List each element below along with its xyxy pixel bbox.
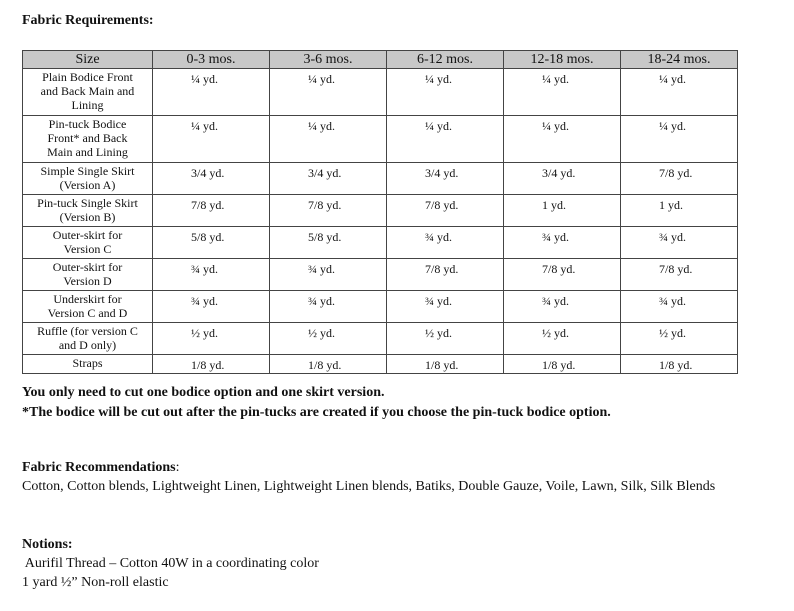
table-cell: ¾ yd. [504,227,621,259]
row-label-line: (Version A) [59,178,116,192]
table-cell: ¾ yd. [621,291,738,323]
table-cell: ¾ yd. [153,259,270,291]
table-cell: 7/8 yd. [621,259,738,291]
table-cell: 7/8 yd. [270,195,387,227]
row-label-line: Lining [71,98,104,112]
table-cell: 3/4 yd. [153,163,270,195]
table-cell: 1/8 yd. [504,355,621,374]
column-header-size-6-12: 6-12 mos. [387,51,504,69]
table-row [23,323,738,355]
table-cell: ¾ yd. [153,291,270,323]
table-cell: ¼ yd. [153,69,270,116]
table-cell: ¼ yd. [270,69,387,116]
row-label [23,323,153,355]
table-cell: ¼ yd. [504,69,621,116]
table-cell: ¾ yd. [270,291,387,323]
table-cell: 5/8 yd. [270,227,387,259]
table-row [23,195,738,227]
row-label-line: Outer-skirt for [52,260,123,274]
row-label-line: and Back Main and [40,84,135,98]
row-label [23,195,153,227]
table-cell: 1/8 yd. [387,355,504,374]
column-header-size-3-6: 3-6 mos. [270,51,387,69]
table-cell: ½ yd. [270,323,387,355]
notions-section [22,535,319,592]
cutting-note: You only need to cut one bodice option and one skirt version. [22,385,385,400]
table-row [23,116,738,163]
table-row [23,355,738,374]
row-label-line: Pin-tuck Single Skirt [37,196,138,210]
table-cell: ¼ yd. [387,116,504,163]
row-label [23,259,153,291]
table-cell: 3/4 yd. [270,163,387,195]
cutting-notes [22,383,611,423]
fabric-recommendations [22,458,782,496]
table-cell: ¼ yd. [270,116,387,163]
row-label-line: Ruffle (for version C [37,324,138,338]
row-label [23,355,153,374]
recommendations-heading: Fabric Recommendations [22,460,176,475]
row-label-line: Pin-tuck Bodice [48,117,127,131]
row-label-line: Main and Lining [47,145,128,159]
notion-item: 1 yard ½” Non-roll elastic [22,575,169,590]
row-label-line: (Version B) [59,210,116,224]
table-cell: 1/8 yd. [621,355,738,374]
page-title: Fabric Requirements: [22,13,154,28]
table-row [23,291,738,323]
table-cell: ¼ yd. [621,69,738,116]
fabric-requirements-table [22,50,738,374]
table-cell: ¾ yd. [504,291,621,323]
recommendations-colon: : [175,460,180,475]
table-cell: ½ yd. [387,323,504,355]
table-cell: ¾ yd. [387,291,504,323]
table-cell: 3/4 yd. [504,163,621,195]
row-label [23,69,153,116]
table-cell: ¾ yd. [621,227,738,259]
cutting-note: *The bodice will be cut out after the pin-tucks are created if you choose the pin-tuck bodice option. [22,405,611,420]
table-cell: 7/8 yd. [621,163,738,195]
notions-heading: Notions: [22,537,73,552]
table-cell: 1/8 yd. [153,355,270,374]
table-cell: 3/4 yd. [387,163,504,195]
table-cell: ¾ yd. [387,227,504,259]
row-label [23,227,153,259]
table-cell: 1 yd. [504,195,621,227]
table-cell: 7/8 yd. [387,195,504,227]
row-label-line: Outer-skirt for [52,228,123,242]
table-cell: ½ yd. [153,323,270,355]
table-cell: 5/8 yd. [153,227,270,259]
table-row [23,163,738,195]
table-cell: ¾ yd. [270,259,387,291]
row-label-line: Underskirt for [53,292,122,306]
column-header-size: Size [23,51,153,69]
row-label [23,291,153,323]
row-label-line: Plain Bodice Front [42,70,133,84]
row-label-line: Front* and Back [47,131,128,145]
table-row [23,259,738,291]
table-cell: ½ yd. [504,323,621,355]
table-cell: 7/8 yd. [504,259,621,291]
table-header-row [23,51,738,69]
table-row [23,69,738,116]
column-header-size-12-18: 12-18 mos. [504,51,621,69]
table-cell: ¼ yd. [387,69,504,116]
row-label-line: Version C [63,242,112,256]
table-cell: ½ yd. [621,323,738,355]
section-heading [22,458,782,477]
row-label-line: Simple Single Skirt [40,164,135,178]
table-cell: 1 yd. [621,195,738,227]
column-header-size-18-24: 18-24 mos. [621,51,738,69]
table-row [23,227,738,259]
recommendations-text: Cotton, Cotton blends, Lightweight Linen, Lightweight Linen blends, Batiks, Double Gauze, Voile, Lawn, Silk, Silk Blends [22,479,716,494]
column-header-size-0-3: 0-3 mos. [153,51,270,69]
row-label-line: Version C and D [47,306,128,320]
table-cell: ¼ yd. [504,116,621,163]
row-label [23,116,153,163]
table-cell: 7/8 yd. [387,259,504,291]
row-label [23,163,153,195]
table-cell: 7/8 yd. [153,195,270,227]
table-cell: 1/8 yd. [270,355,387,374]
notion-item: Aurifil Thread – Cotton 40W in a coordinating color [22,556,319,571]
row-label-line: Version D [63,274,112,288]
row-label-line: and D only) [58,338,117,352]
row-label-line: Straps [72,356,103,370]
table-cell: ¼ yd. [153,116,270,163]
table-cell: ¼ yd. [621,116,738,163]
